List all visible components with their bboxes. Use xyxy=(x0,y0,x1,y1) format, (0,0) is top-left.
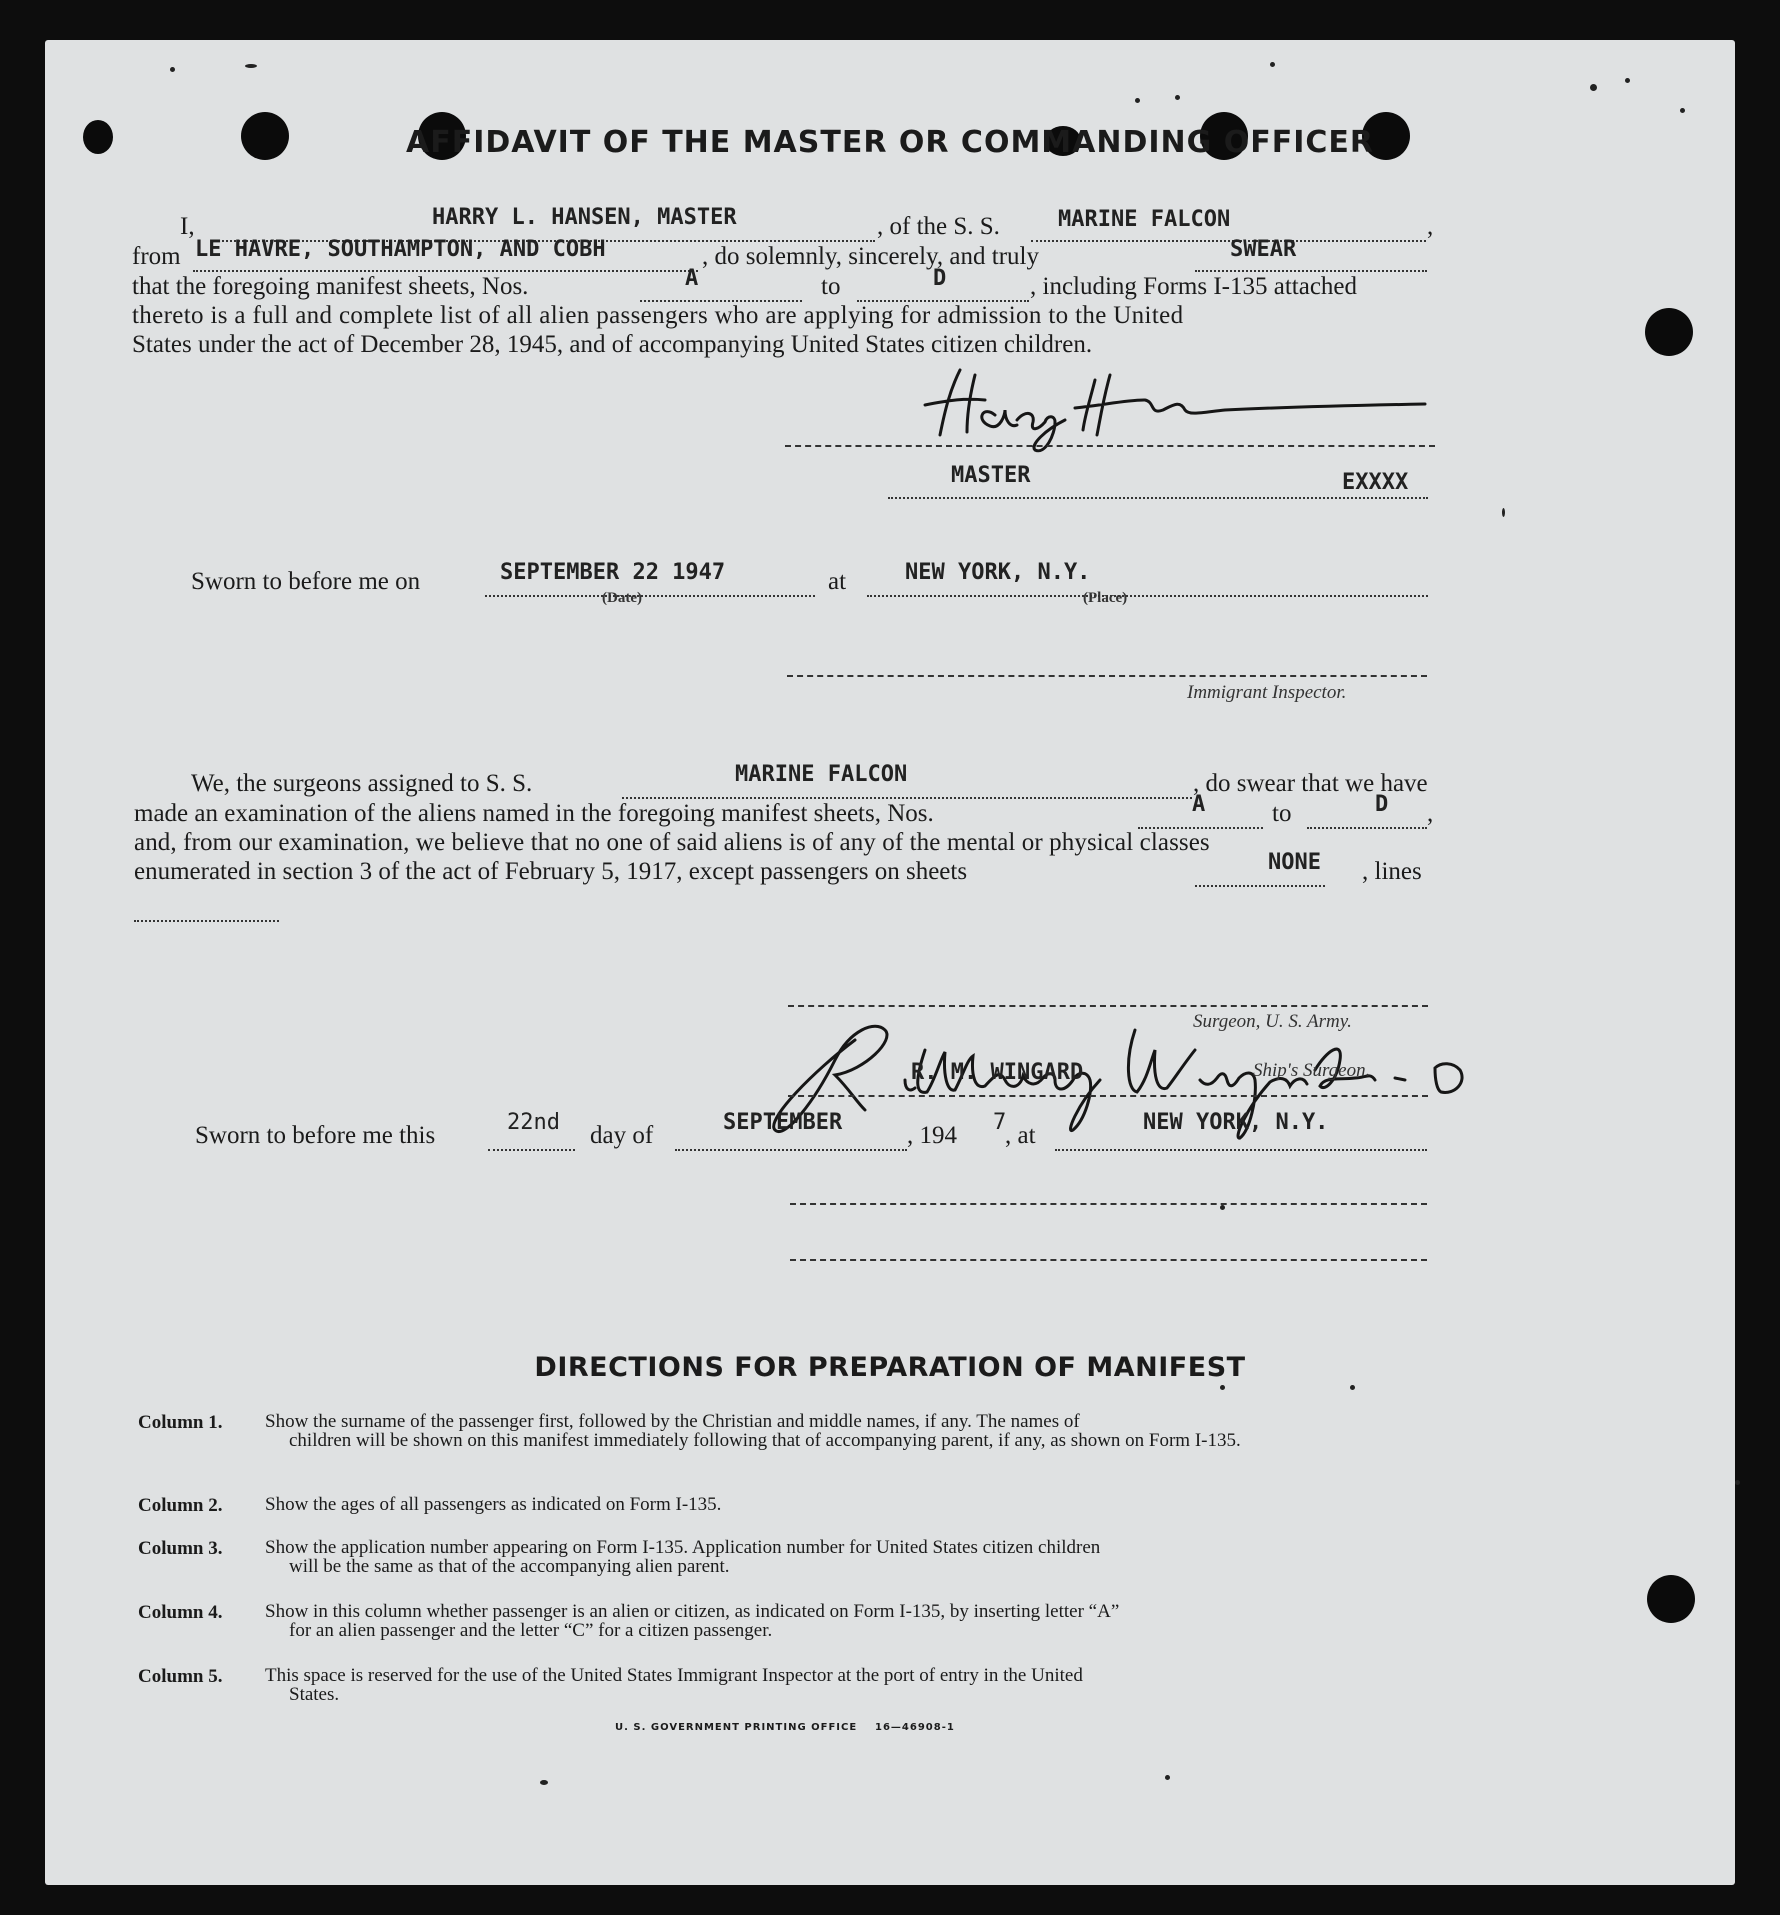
master-name: HARRY L. HANSEN, MASTER xyxy=(432,205,737,230)
affiant-intro: I, xyxy=(180,213,195,240)
ship-surgeon-role: Ship's Surgeon. xyxy=(1253,1060,1371,1081)
solemnly-text: , do solemnly, sincerely, and truly xyxy=(702,243,1039,270)
affidavit-title: AFFIDAVIT OF THE MASTER OR COMMANDING OFFICER xyxy=(406,125,1374,160)
examination-text: made an examination of the aliens named in the foregoing manifest sheets, Nos. xyxy=(134,800,934,827)
comma: , xyxy=(1427,213,1434,240)
signature-title: MASTER xyxy=(951,463,1031,488)
column-2-text xyxy=(265,1495,1442,1514)
inspector-line-1 xyxy=(790,1173,1427,1205)
struck-title: EXXXX xyxy=(1342,470,1409,495)
oath-word: SWEAR xyxy=(1230,237,1297,262)
sworn-place: NEW YORK, N.Y. xyxy=(905,560,1091,585)
at-text: at xyxy=(828,568,847,595)
statement-line-4: States under the act of December 28, 1945, and of accompanying United States citizen children. xyxy=(132,331,1093,358)
column-1-rest: children will be shown on this manifest immediately following that of accompanying parent, if any, as shown on Form I-135. xyxy=(289,1430,1241,1451)
inspector-signature-line xyxy=(787,645,1427,677)
lines-text: , lines xyxy=(1362,858,1422,885)
surgeons-sheet-to: D xyxy=(1375,792,1389,817)
sworn-this-prefix: Sworn to before me this xyxy=(195,1122,436,1149)
column-3-first: Show the application number appearing on Form I-135. Application number for United States citizen children xyxy=(265,1537,1101,1558)
column-4-label: Column 4. xyxy=(138,1602,223,1623)
including-text: , including Forms I-135 attached xyxy=(1030,273,1358,300)
column-1-text xyxy=(265,1412,1442,1450)
surgeons-to-text: to xyxy=(1272,800,1292,827)
sworn-date: SEPTEMBER 22 1947 xyxy=(500,560,726,585)
at-text-2: , at xyxy=(1005,1122,1036,1149)
master-signature-line xyxy=(785,415,1435,447)
army-surgeon-role: Surgeon, U. S. Army. xyxy=(1193,1011,1352,1032)
place-caption: (Place) xyxy=(1083,590,1128,606)
from-text: from xyxy=(132,243,181,270)
surgeon-name: R. M. WINGARD xyxy=(911,1060,1084,1085)
column-1-label: Column 1. xyxy=(138,1412,223,1433)
punch-hole xyxy=(1645,308,1693,356)
directions-title: DIRECTIONS FOR PREPARATION OF MANIFEST xyxy=(534,1352,1246,1383)
column-3-rest: will be the same as that of the accompanying alien parent. xyxy=(289,1556,730,1577)
column-2-first: Show the ages of all passengers as indicated on Form I-135. xyxy=(265,1494,722,1515)
foregoing-text: that the foregoing manifest sheets, Nos. xyxy=(132,273,529,300)
manifest-sheet xyxy=(45,40,1735,1885)
year-digit: 7 xyxy=(993,1110,1007,1135)
of-ss-text: , of the S. S. xyxy=(877,213,1000,240)
inspector-role: Immigrant Inspector. xyxy=(1187,682,1347,703)
column-3-label: Column 3. xyxy=(138,1538,223,1559)
surgeons-sheet-from: A xyxy=(1192,792,1206,817)
sworn-month: SEPTEMBER xyxy=(723,1110,843,1135)
sworn-place-2: NEW YORK, N.Y. xyxy=(1143,1110,1329,1135)
column-5-rest: States. xyxy=(289,1684,340,1705)
sworn-day: 22nd xyxy=(507,1110,560,1135)
column-5-label: Column 5. xyxy=(138,1666,223,1687)
statement-line-3: thereto is a full and complete list of all alien passengers who are applying for admission to the United xyxy=(132,302,1184,329)
swear-text: , do swear that we have xyxy=(1193,770,1428,797)
sheet-from-field xyxy=(640,270,802,302)
surgeons-intro: We, the surgeons assigned to S. S. xyxy=(191,770,533,797)
column-4-rest: for an alien passenger and the letter “C” for a citizen passenger. xyxy=(289,1620,773,1641)
surgeons-sheet-to-field xyxy=(1307,797,1427,829)
sworn-prefix: Sworn to before me on xyxy=(191,568,421,595)
surgeons-line-4: enumerated in section 3 of the act of February 5, 1917, except passengers on sheets xyxy=(134,858,968,885)
lines-field xyxy=(134,890,279,922)
printer-imprint: U. S. GOVERNMENT PRINTING OFFICE xyxy=(615,1722,858,1733)
column-4-first: Show in this column whether passenger is an alien or citizen, as indicated on Form I-135, by inserting letter “A” xyxy=(265,1601,1120,1622)
surgeons-ship-name: MARINE FALCON xyxy=(735,762,908,787)
column-1-first: Show the surname of the passenger first, followed by the Christian and middle names, if any. The names of xyxy=(265,1411,1080,1432)
column-2-label: Column 2. xyxy=(138,1495,223,1516)
column-5-text xyxy=(265,1666,1442,1704)
date-caption: (Date) xyxy=(602,590,642,606)
column-3-text xyxy=(265,1538,1442,1576)
to-text: to xyxy=(821,273,841,300)
inspector-line-2 xyxy=(790,1229,1427,1261)
punch-hole xyxy=(1647,1575,1695,1623)
sheet-from: A xyxy=(685,266,699,291)
year-prefix: , 194 xyxy=(907,1122,957,1149)
exceptions: NONE xyxy=(1268,850,1321,875)
sheet-to: D xyxy=(933,266,947,291)
departure-ports: LE HAVRE, SOUTHAMPTON, AND COBH xyxy=(195,237,606,262)
day-of-text: day of xyxy=(590,1122,654,1149)
ship-name: MARINE FALCON xyxy=(1058,207,1231,232)
surgeons-line-3: and, from our examination, we believe that no one of said aliens is of any of the mental or physical classes xyxy=(134,829,1210,856)
comma: , xyxy=(1427,800,1434,827)
column-5-first: This space is reserved for the use of the United States Immigrant Inspector at the port of entry in the United xyxy=(265,1665,1083,1686)
form-number: 16—46908-1 xyxy=(875,1722,955,1733)
column-4-text xyxy=(265,1602,1442,1640)
